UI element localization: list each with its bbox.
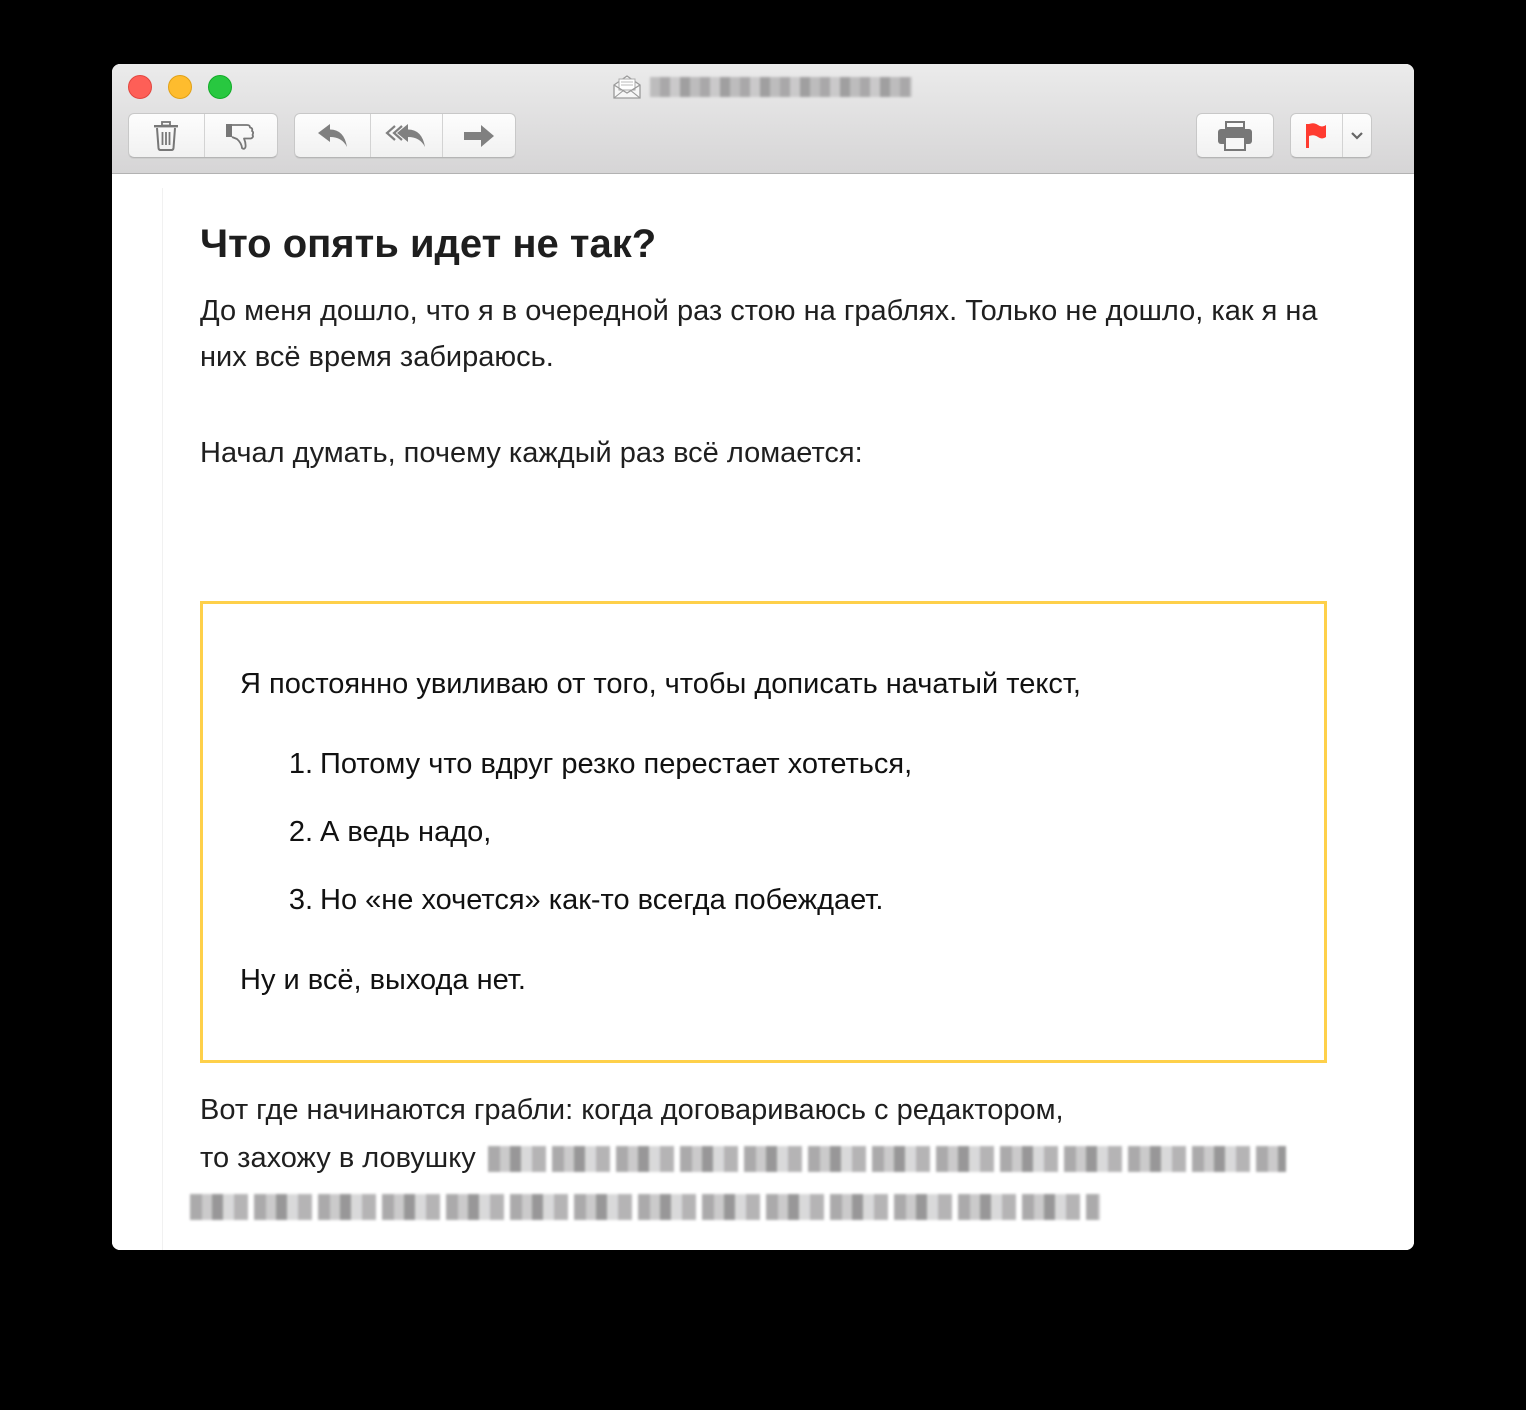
redacted-text (488, 1146, 1286, 1172)
junk-button[interactable] (204, 114, 277, 157)
quote-rule (162, 188, 163, 1250)
reply-button[interactable] (295, 114, 370, 157)
message-article (200, 214, 1330, 476)
delete-junk-group (128, 113, 278, 158)
reply-all-button[interactable] (370, 114, 441, 157)
callout-outro: Ну и всё, выхода нет. (240, 964, 526, 996)
trash-icon (153, 121, 179, 151)
flag-icon (1305, 122, 1327, 150)
flag-group (1290, 113, 1372, 158)
final-line-2-text: то захожу в ловушку (200, 1142, 476, 1174)
list-item-number: 1. (288, 748, 313, 780)
window-title-text (650, 77, 912, 97)
list-item (240, 812, 912, 852)
paragraph-final (200, 1086, 1340, 1230)
final-line-3 (200, 1182, 1340, 1230)
list-item-number: 3. (288, 884, 313, 916)
callout-lead: Я постоянно увиливаю от того, чтобы дописать начатый текст, (240, 668, 1081, 700)
list-item (240, 744, 912, 784)
print-button[interactable] (1197, 114, 1273, 157)
final-line-2 (200, 1134, 1340, 1182)
print-group (1196, 113, 1274, 158)
window-title (612, 72, 912, 102)
zoom-window-button[interactable] (208, 75, 232, 99)
list-item-text: Но «не хочется» как-то всегда побеждает. (320, 884, 884, 916)
envelope-open-icon (612, 74, 642, 100)
flag-button[interactable] (1291, 114, 1342, 157)
paragraph-1: До меня дошло, что я в очередной раз стою на граблях. Только не дошло, как я на них всё время забираюсь. (200, 295, 1318, 373)
redacted-text (190, 1194, 1100, 1220)
reply-forward-group (294, 113, 516, 158)
final-line-1: Вот где начинаются грабли: когда договариваюсь с редактором, (200, 1094, 1064, 1126)
list-item-number: 2. (288, 816, 313, 848)
paragraph-2: Начал думать, почему каждый раз всё ломается: (200, 437, 863, 469)
titlebar (112, 64, 1414, 174)
delete-button[interactable] (129, 114, 204, 157)
thumbs-down-icon (225, 121, 257, 151)
forward-icon (463, 124, 495, 148)
message-heading: Что опять идет не так? (200, 222, 657, 266)
minimize-window-button[interactable] (168, 75, 192, 99)
list-item-text: Потому что вдруг резко перестает хотеться, (320, 748, 913, 780)
reply-all-icon (385, 123, 427, 149)
flag-menu-button[interactable] (1342, 114, 1371, 157)
callout-box (200, 601, 1327, 1063)
close-window-button[interactable] (128, 75, 152, 99)
message-body (112, 174, 1414, 1250)
callout-list (240, 744, 912, 948)
reply-icon (317, 123, 349, 149)
chevron-down-icon (1350, 131, 1364, 141)
list-item (240, 880, 912, 920)
list-item-text: А ведь надо, (320, 816, 492, 848)
printer-icon (1217, 121, 1253, 151)
mail-window (112, 64, 1414, 1250)
forward-button[interactable] (442, 114, 515, 157)
